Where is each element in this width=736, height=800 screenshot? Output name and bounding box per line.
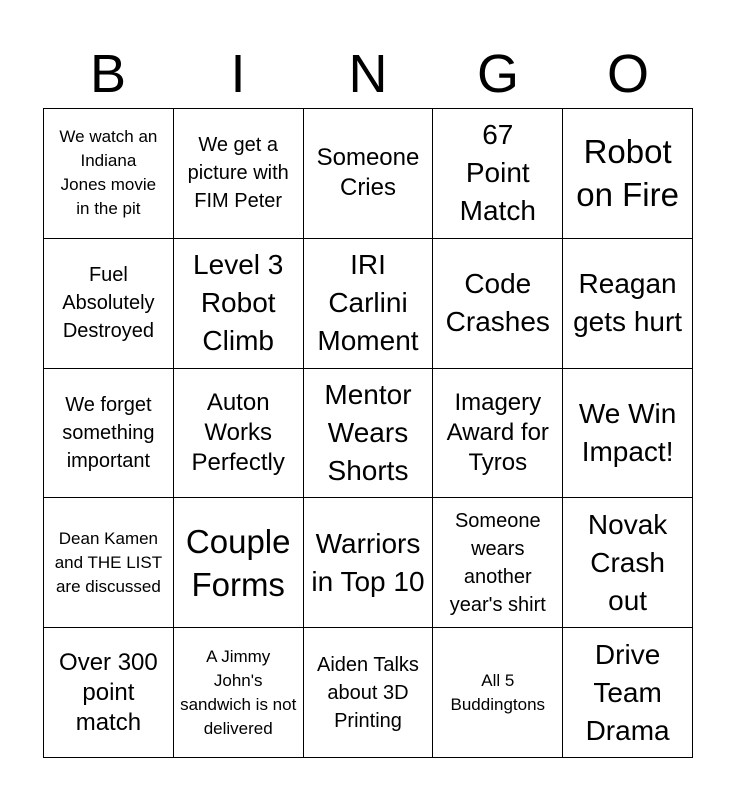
- bingo-cell[interactable]: [563, 369, 693, 499]
- cell-text: Someone wears another year's shirt: [449, 509, 546, 616]
- bingo-cell[interactable]: [433, 628, 563, 758]
- cell-text: We forget something important: [62, 393, 155, 472]
- bingo-cell[interactable]: [44, 628, 174, 758]
- cell-text: All 5 Buddingtons: [450, 670, 546, 714]
- cell-text: Dean Kamen and THE LIST are discussed: [54, 528, 163, 596]
- cell-text: We watch an Indiana Jones movie in the pit: [59, 127, 158, 219]
- cell-text: Someone Cries: [316, 144, 420, 202]
- bingo-cell[interactable]: [563, 109, 693, 239]
- cell-text: 67 Point Match: [459, 119, 536, 227]
- bingo-cell[interactable]: [304, 369, 434, 499]
- bingo-header: [43, 40, 693, 108]
- cell-text: Auton Works Perfectly: [191, 388, 285, 476]
- cell-text: Warriors in Top 10: [311, 527, 425, 597]
- bingo-cell[interactable]: [44, 369, 174, 499]
- bingo-cell[interactable]: [433, 109, 563, 239]
- cell-text: Couple Forms: [185, 522, 291, 603]
- cell-text: Level 3 Robot Climb: [193, 249, 284, 357]
- bingo-cell[interactable]: [563, 628, 693, 758]
- bingo-cell[interactable]: [304, 239, 434, 369]
- cell-text: Over 300 point match: [59, 648, 158, 736]
- cell-text: Fuel Absolutely Destroyed: [62, 264, 155, 343]
- cell-text: IRI Carlini Moment: [317, 249, 419, 357]
- bingo-cell[interactable]: [44, 239, 174, 369]
- bingo-cell[interactable]: [174, 109, 304, 239]
- bingo-cell[interactable]: [563, 239, 693, 369]
- cell-text: We get a picture with FIM Peter: [187, 134, 289, 213]
- cell-text: Novak Crash out: [587, 508, 668, 616]
- bingo-cell[interactable]: [304, 109, 434, 239]
- header-letter-n: N: [348, 44, 388, 104]
- bingo-cell[interactable]: [304, 628, 434, 758]
- cell-text: Robot on Fire: [576, 133, 679, 214]
- cell-text: Imagery Award for Tyros: [446, 388, 549, 476]
- cell-text: Drive Team Drama: [585, 638, 670, 746]
- header-letter-o: O: [606, 44, 649, 104]
- bingo-cell[interactable]: [174, 239, 304, 369]
- bingo-cell[interactable]: [44, 498, 174, 628]
- bingo-cell[interactable]: [433, 369, 563, 499]
- cell-text: Aiden Talks about 3D Printing: [317, 653, 419, 732]
- cell-text: We Win Impact!: [578, 397, 677, 467]
- bingo-cell[interactable]: [433, 239, 563, 369]
- bingo-cell[interactable]: [304, 498, 434, 628]
- cell-text: Reagan gets hurt: [573, 268, 683, 338]
- bingo-cell[interactable]: [174, 498, 304, 628]
- bingo-cell[interactable]: [563, 498, 693, 628]
- header-letter-b: B: [89, 44, 127, 104]
- cell-text: Code Crashes: [445, 268, 550, 338]
- header-letter-g: G: [476, 44, 519, 104]
- cell-text: A Jimmy John's sandwich is not delivered: [180, 646, 297, 738]
- bingo-cell[interactable]: [174, 628, 304, 758]
- bingo-grid: [43, 108, 693, 758]
- bingo-cell[interactable]: [433, 498, 563, 628]
- bingo-cell[interactable]: [44, 109, 174, 239]
- bingo-cell[interactable]: [174, 369, 304, 499]
- header-letter-i: I: [230, 44, 246, 104]
- cell-text: Mentor Wears Shorts: [324, 378, 412, 486]
